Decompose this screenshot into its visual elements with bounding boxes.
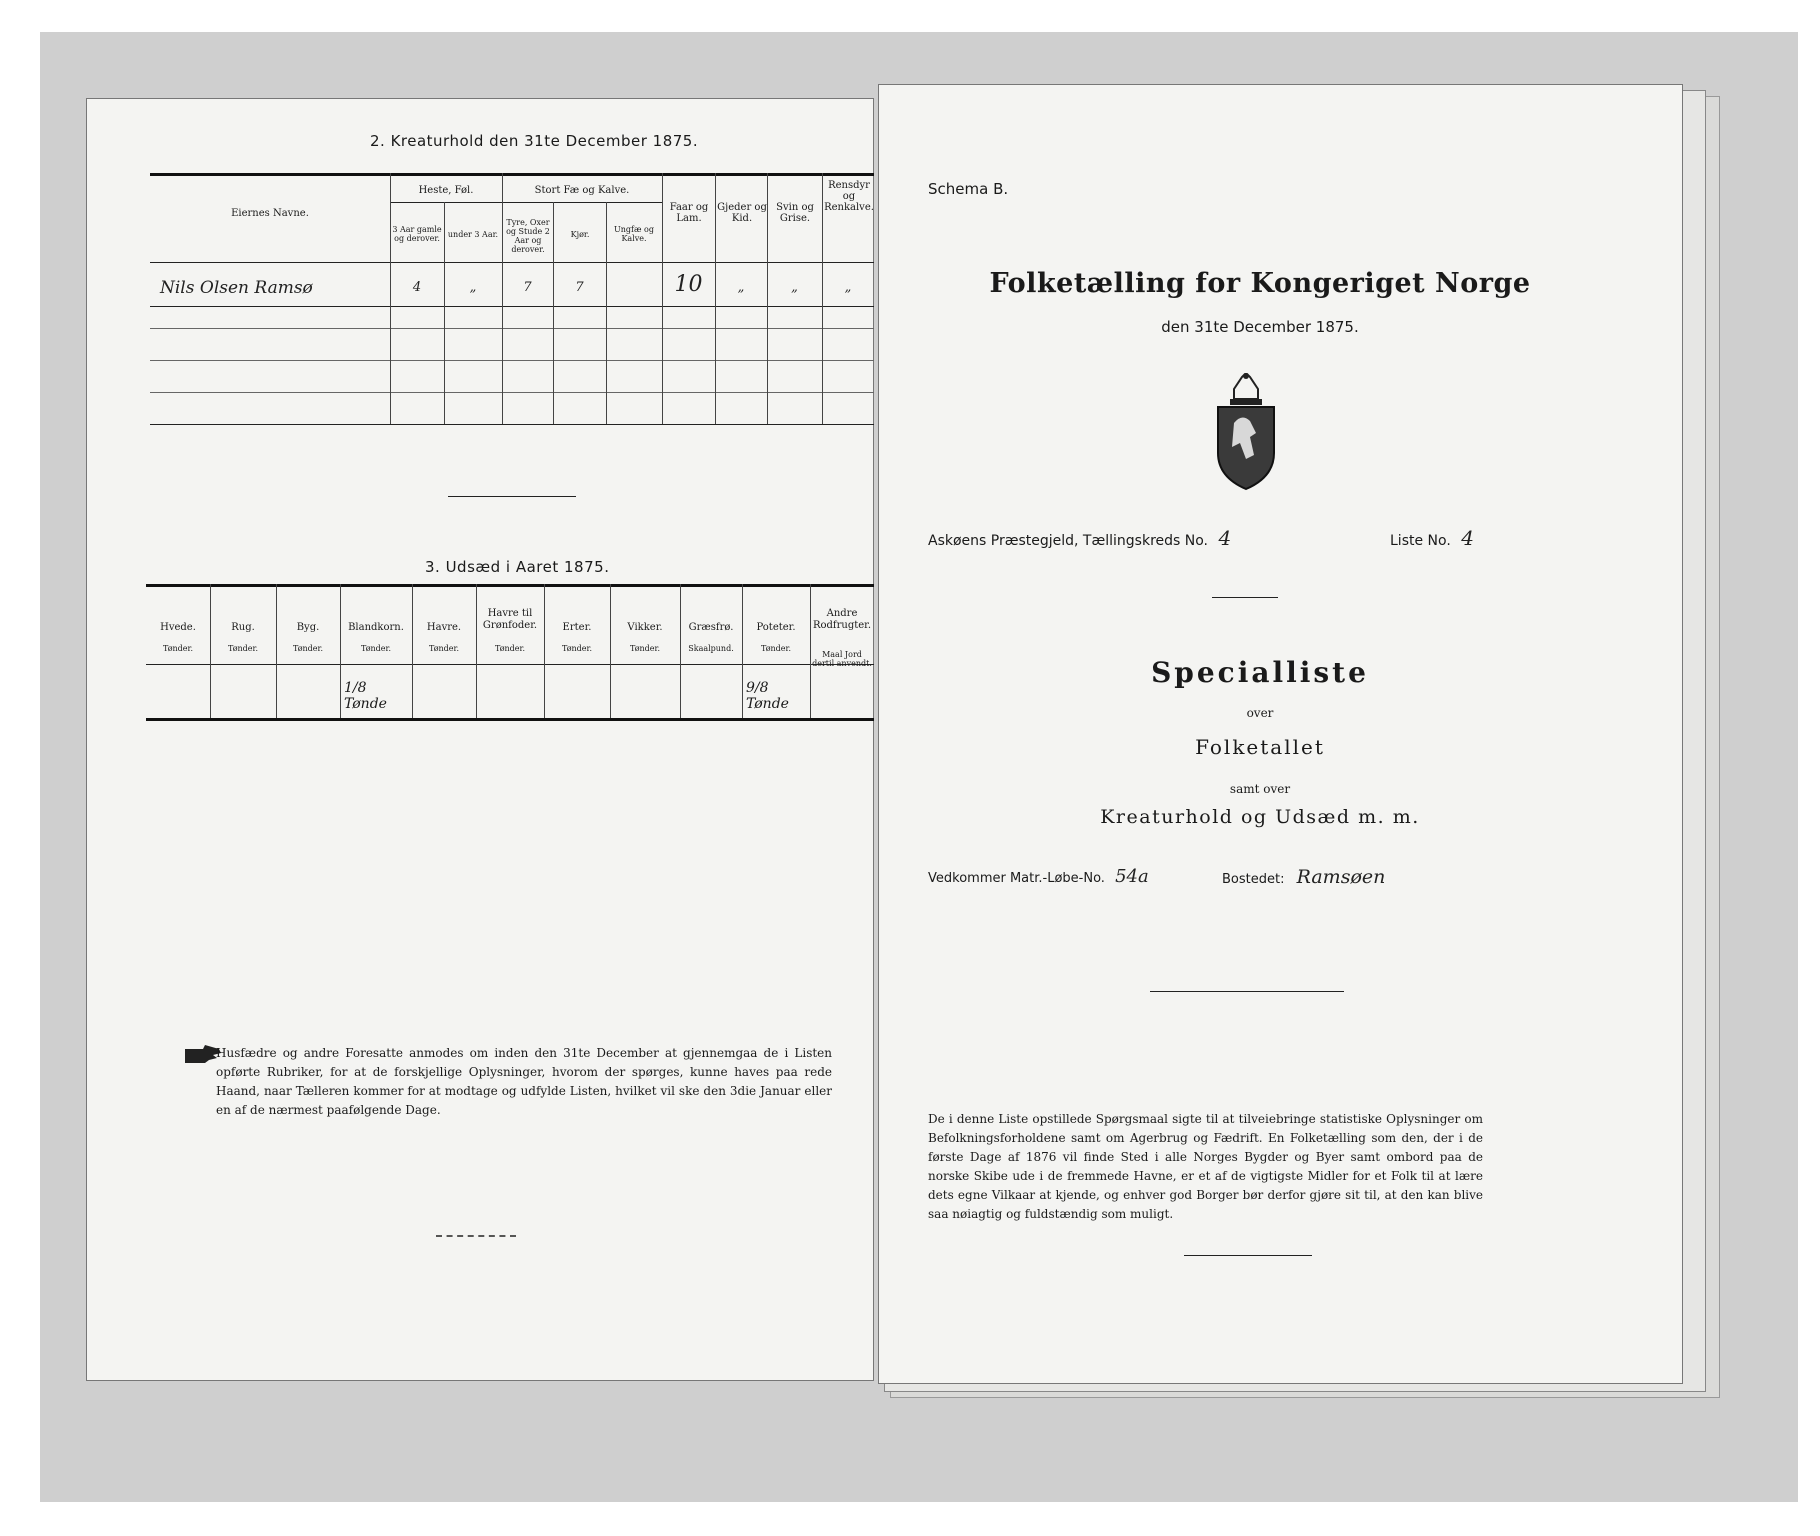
value-gjeder: „ <box>737 280 745 295</box>
seed-header: Byg. <box>296 622 320 633</box>
header-fae-b: Kjør. <box>570 230 590 239</box>
header-owner: Eiernes Navne. <box>231 208 309 219</box>
seed-header: Havre til Grønfoder. <box>482 608 538 631</box>
seed-unit: Tønder. <box>292 644 324 653</box>
header-fae: Stort Fæ og Kalve. <box>534 185 630 196</box>
seed-header: Vikker. <box>627 622 663 633</box>
seed-header: Græsfrø. <box>688 622 734 633</box>
header-gjeder: Gjeder og Kid. <box>717 202 767 224</box>
census-date: den 31te December 1875. <box>1161 318 1359 336</box>
matr-number: 54a <box>1115 866 1149 887</box>
seed-bottom-rule <box>146 718 874 721</box>
owner-name: Nils Olsen Ramsø <box>160 278 313 298</box>
right-divider-1 <box>1212 597 1278 598</box>
samt-over-text: samt over <box>1229 782 1291 796</box>
parish-label: Askøens Præstegjeld, Tællingskreds No. <box>928 533 1208 549</box>
value-heste-a: 4 <box>412 280 422 295</box>
right-divider-2 <box>1150 991 1344 992</box>
seed-value: 1/8 Tønde <box>344 680 387 712</box>
liste-number: 4 <box>1461 526 1474 550</box>
notice-text: Husfædre og andre Foresatte anmodes om inden den 31te December at gjennemgaa de i Listen opførte Rubriker, for at de forskjellige Oplysninger, hvorom der spørges, kunne haves paa rede Haand, naar Tælleren kommer for at modtage og udfylde Listen, hvilket vil ske den 3die Januar eller en af de nærmest paafølgende Dage. <box>216 1046 832 1117</box>
bosted-label: Bostedet: <box>1222 872 1285 887</box>
schema-label: Schema B. <box>928 180 1009 198</box>
header-rensdyr: Rensdyr og Renkalve. <box>824 180 874 213</box>
seed-header: Erter. <box>562 622 592 633</box>
value-heste-b: „ <box>469 280 477 295</box>
kreds-number: 4 <box>1218 526 1232 550</box>
bottom-mark <box>436 1235 516 1237</box>
header-heste-b: under 3 Aar. <box>447 230 499 239</box>
seed-unit: Tønder. <box>494 644 526 653</box>
header-svin: Svin og Grise. <box>776 202 814 224</box>
seed-unit: Tønder. <box>629 644 661 653</box>
bosted-value: Ramsøen <box>1296 866 1386 888</box>
seed-value: 9/8 Tønde <box>746 680 789 712</box>
parish-line <box>928 526 1231 550</box>
seed-top-rule <box>146 584 874 587</box>
seed-unit: Tønder. <box>428 644 460 653</box>
header-faar: Faar og Lam. <box>669 202 709 224</box>
value-svin: „ <box>791 280 798 295</box>
value-fae-a: 7 <box>523 280 532 295</box>
seed-unit: Tønder. <box>760 644 792 653</box>
seed-unit: Tønder. <box>360 644 392 653</box>
census-title: Folketælling for Kongeriget Norge <box>989 268 1531 299</box>
header-fae-c: Ungfæ og Kalve. <box>614 225 654 243</box>
seed-unit: Maal Jord dertil anvendt. <box>812 650 872 668</box>
seed-header: Poteter. <box>756 622 796 633</box>
value-faar: 10 <box>674 272 703 297</box>
specialliste-heading: Specialliste <box>1151 656 1369 689</box>
seed-unit: Tønder. <box>227 644 259 653</box>
liste-line <box>1390 526 1474 550</box>
header-fae-a: Tyre, Oxer og Stude 2 Aar og derover. <box>506 218 550 254</box>
coat-of-arms-icon <box>1212 373 1280 495</box>
section2-title: 2. Kreaturhold den 31te December 1875. <box>370 132 699 150</box>
header-heste-a: 3 Aar gamle og derover. <box>392 225 442 243</box>
seed-header-rule <box>146 664 874 665</box>
over-text-1: over <box>1246 706 1274 720</box>
value-rensdyr: „ <box>844 280 852 295</box>
seed-unit: Skaalpund. <box>688 644 734 653</box>
matr-label: Vedkommer Matr.-Løbe-No. <box>928 871 1105 886</box>
kreaturhold-text: Kreaturhold og Udsæd m. m. <box>1100 806 1420 828</box>
seed-header: Rug. <box>231 622 255 633</box>
right-divider-3 <box>1184 1255 1312 1256</box>
seed-header: Havre. <box>426 622 462 633</box>
divider <box>448 496 576 497</box>
seed-header: Andre Rodfrugter. <box>812 608 872 631</box>
bosted-line <box>1222 866 1385 888</box>
seed-unit: Tønder. <box>162 644 194 653</box>
seed-header: Blandkorn. <box>348 622 404 633</box>
matr-line <box>928 866 1149 887</box>
footer-text: De i denne Liste opstillede Spørgsmaal sigte til at tilveiebringe statistiske Oplysninger om Befolkningsforholdene samt om Agerbrug og Fædrift. En Folketælling som den, der i de første Dage af 1876 vil finde Sted i alle Norges Bygder og Byer samt ombord paa de norske Skibe ude i de fremmede Havne, er et af de vigtigste Midler for et Folk til at lære dets egne Vilkaar at kjende, og enhver god Borger bør derfor gjøre sit til, at den kan blive saa nøiagtig og fuldstændig som muligt. <box>928 1112 1483 1221</box>
seed-header: Hvede. <box>160 622 196 633</box>
section3-title: 3. Udsæd i Aaret 1875. <box>425 558 610 576</box>
liste-label: Liste No. <box>1390 533 1451 549</box>
folketallet-text: Folketallet <box>1195 735 1325 759</box>
seed-unit: Tønder. <box>561 644 593 653</box>
header-heste: Heste, Føl. <box>418 185 474 196</box>
value-fae-b: 7 <box>575 280 584 295</box>
